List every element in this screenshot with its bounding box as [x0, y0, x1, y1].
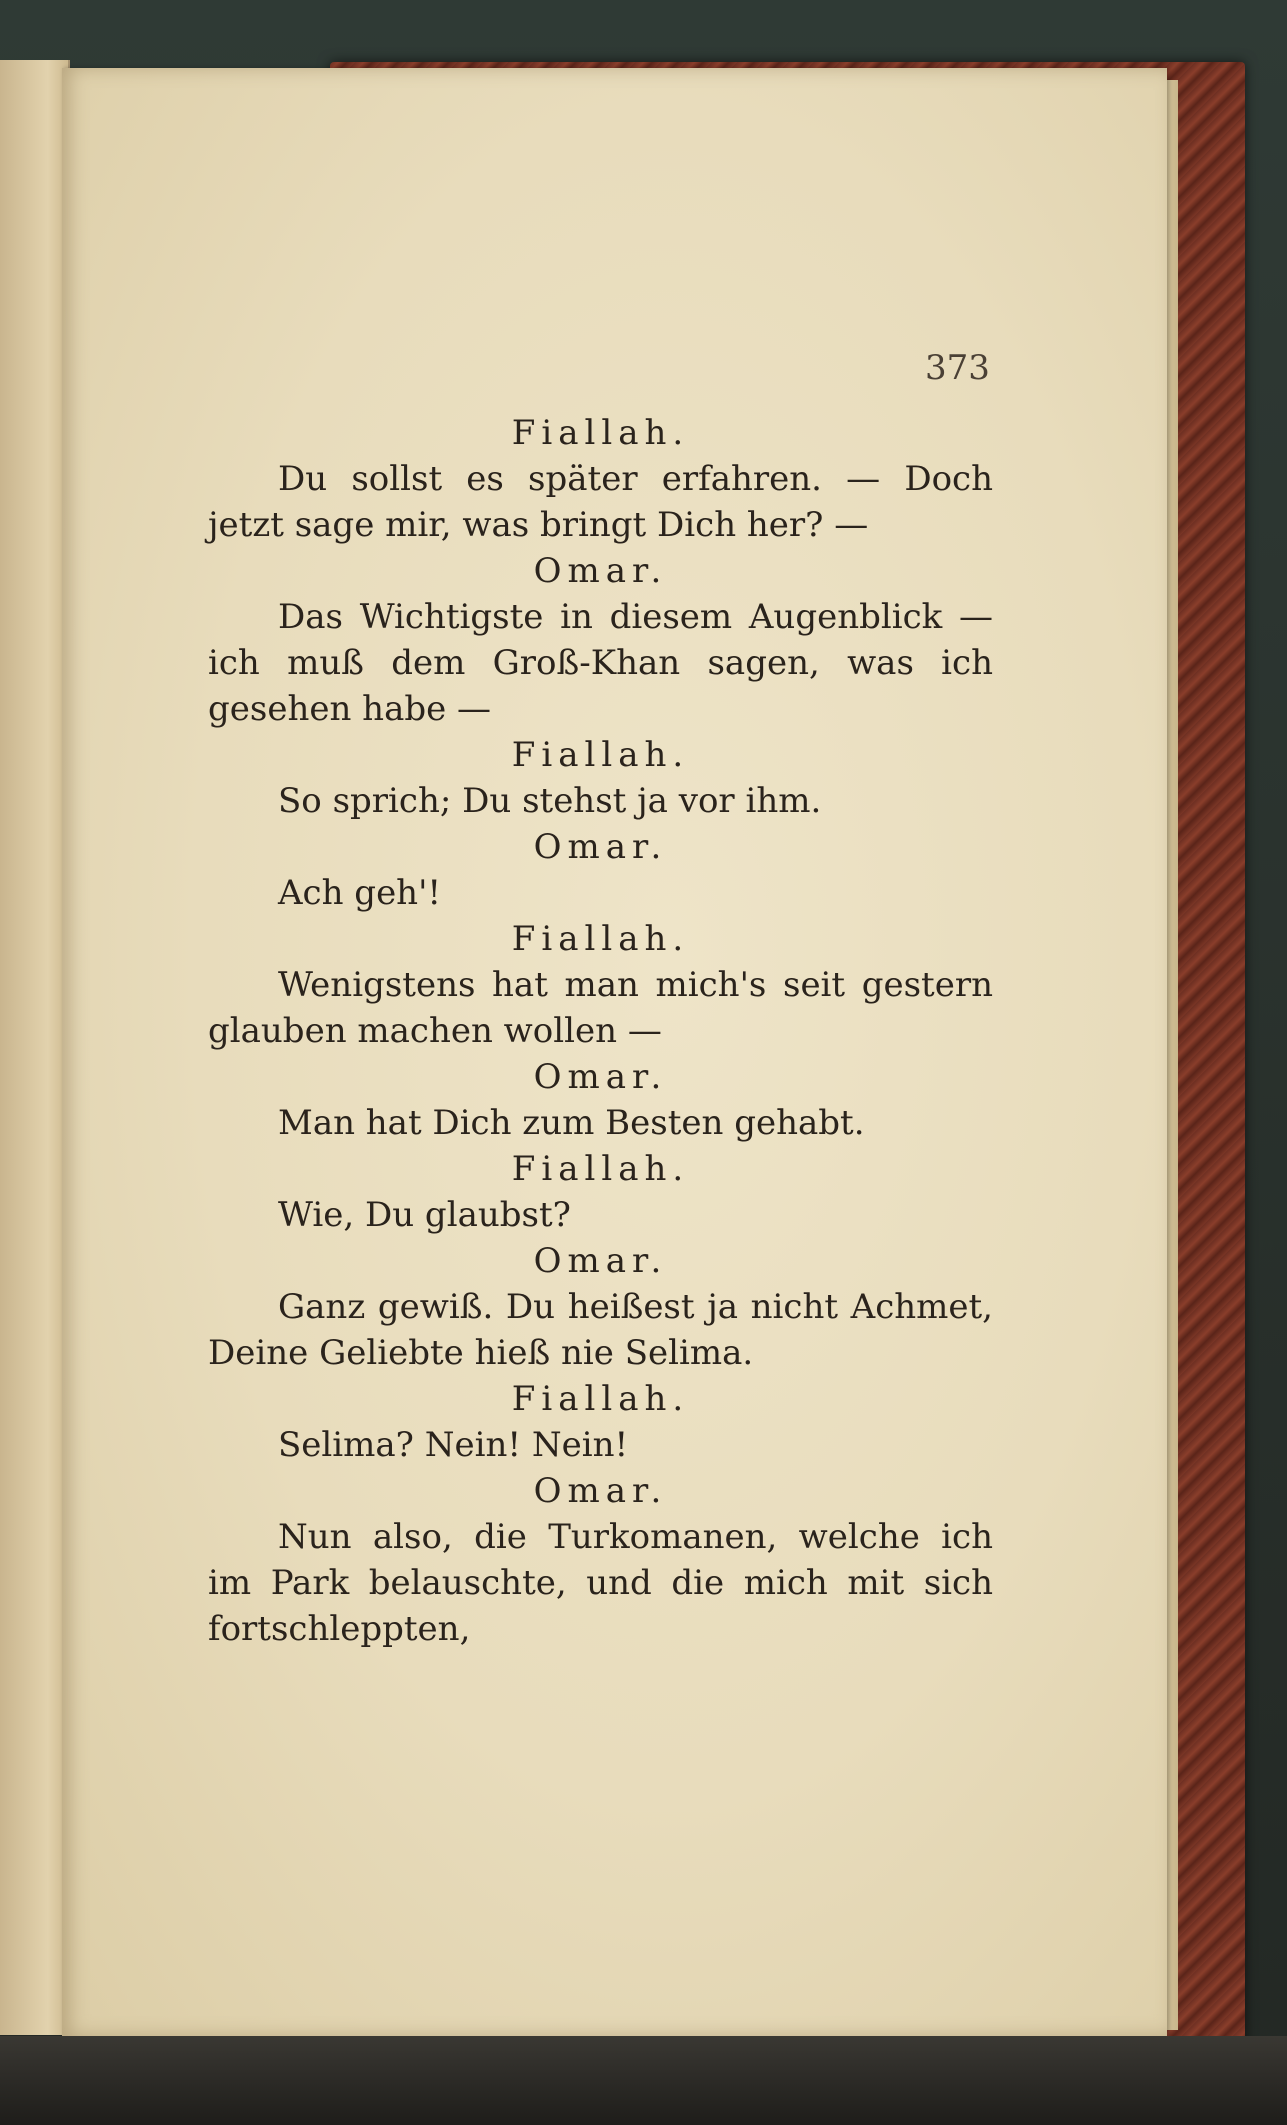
speech-text: Ach geh'! — [278, 873, 442, 913]
speech-text: Nun also, die Turkomanen, welche ich im Park belauschte, und die mich mit sich fortschleppten, — [208, 1517, 993, 1649]
speech-text: Selima? Nein! Nein! — [278, 1425, 629, 1465]
speech-text: Wenigstens hat man mich's seit gestern glauben machen wollen — — [208, 965, 993, 1051]
speaker-name: Fiallah. — [511, 1149, 690, 1189]
speaker-name: Fiallah. — [511, 919, 690, 959]
speech-text: Du sollst es später erfahren. — Doch jetzt sage mir, was bringt Dich her? — — [208, 459, 993, 545]
speaker-name: Omar. — [533, 551, 668, 591]
speech-text: So sprich; Du stehst ja vor ihm. — [278, 781, 822, 821]
speaker-name: Fiallah. — [511, 735, 690, 775]
speaker-name: Omar. — [533, 827, 668, 867]
speaker-name: Omar. — [533, 1241, 668, 1281]
speech-text: Man hat Dich zum Besten gehabt. — [278, 1103, 865, 1143]
scan-background-bottom — [0, 2036, 1287, 2125]
page-number: 373 — [925, 348, 990, 388]
speaker-name: Omar. — [533, 1057, 668, 1097]
speech-text: Das Wichtigste in diesem Augenblick — ich muß dem Groß-Khan sagen, was ich gesehen habe — — [208, 597, 993, 729]
left-page-edge — [0, 60, 70, 2035]
speaker-name: Omar. — [533, 1471, 668, 1511]
speech-text: Wie, Du glaubst? — [278, 1195, 571, 1235]
page-text — [208, 410, 993, 1652]
speaker-name: Fiallah. — [511, 1379, 690, 1419]
speaker-name: Fiallah. — [511, 413, 690, 453]
speech-text: Ganz gewiß. Du heißest ja nicht Achmet, Deine Geliebte hieß nie Selima. — [208, 1287, 993, 1373]
